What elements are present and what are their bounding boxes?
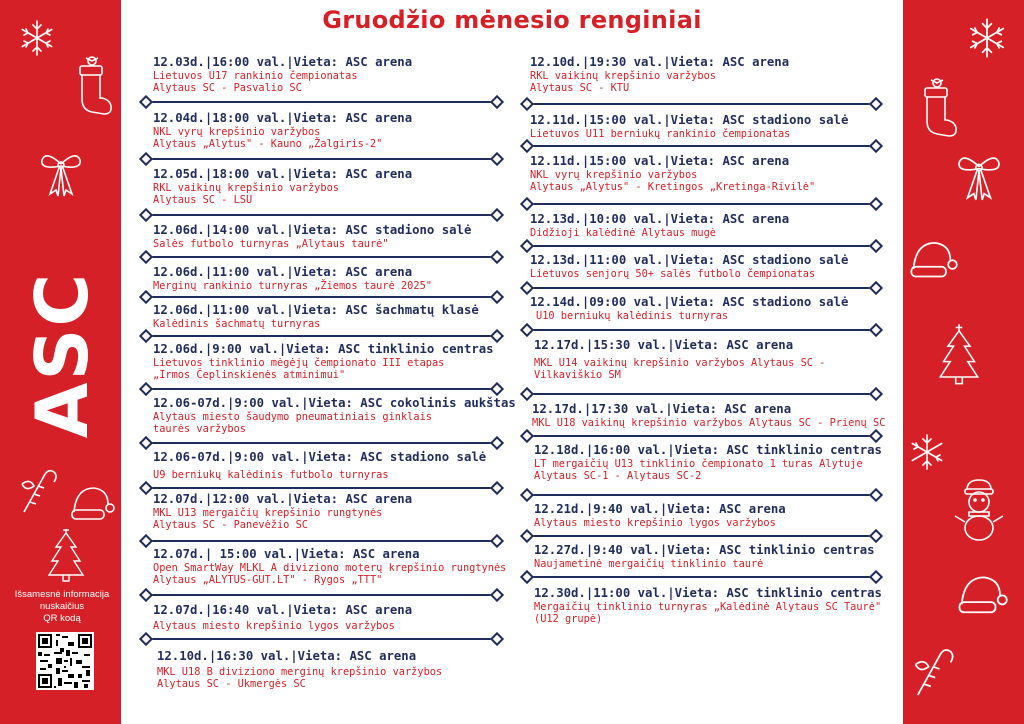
event-item xyxy=(153,110,412,150)
event-detail: Lietuvos senjorų 50+ salės futbolo čempionatas xyxy=(530,268,816,280)
event-item xyxy=(532,401,885,429)
event-detail: Alytaus miesto krepšinio lygos varžybos xyxy=(534,517,776,529)
event-detail: Salės futbolo turnyras „Alytaus taurė" xyxy=(153,238,389,250)
event-header: 12.06-07d.|9:00 val.|Vieta: ASC stadiono salė xyxy=(153,450,487,464)
event-detail: taurės varžybos xyxy=(153,423,246,435)
event-header: 12.11d.|15:00 val.|Vieta: ASC arena xyxy=(530,154,790,168)
event-detail: U9 berniukų kalėdinis futbolo turnyras xyxy=(153,469,389,481)
christmas-tree-icon xyxy=(937,320,981,390)
event-header: 12.10d.|16:30 val.|Vieta: ASC arena xyxy=(157,649,417,663)
event-detail: Open SmartWay MLKL A diviziono moterų krepšinio rungtynės xyxy=(153,562,507,574)
event-header: 12.14d.|09:00 val.|Vieta: ASC stadiono salė xyxy=(530,295,849,309)
event-detail: „Irmos Čeplinskienės atminimui" xyxy=(153,369,346,381)
event-item xyxy=(530,153,815,193)
event-detail: MKL U18 B diviziono merginų krepšinio varžybos xyxy=(157,666,443,678)
event-detail: Alytaus miesto šaudymo pneumatiniais ginklais xyxy=(153,411,432,423)
event-item xyxy=(530,54,789,94)
event-detail: Merginų rankinio turnyras „Žiemos taurė 2025" xyxy=(153,280,432,292)
event-item xyxy=(153,395,516,435)
event-item xyxy=(153,264,432,292)
divider xyxy=(526,535,877,537)
event-item xyxy=(153,302,479,330)
divider xyxy=(526,329,877,331)
divider xyxy=(145,540,498,542)
divider xyxy=(145,442,498,444)
event-detail: Alytaus SC - LSU xyxy=(153,194,253,206)
event-header: 12.13d.|11:00 val.|Vieta: ASC stadiono salė xyxy=(530,253,849,267)
event-header: 12.21d.|9:40 val.|Vieta: ASC arena xyxy=(534,502,786,516)
event-header: 12.17d.|17:30 val.|Vieta: ASC arena xyxy=(532,402,792,416)
event-detail: (U12 grupė) xyxy=(534,613,603,625)
snowflake-icon xyxy=(907,432,947,472)
event-detail: Lietuvos U17 rankinio čempionatas xyxy=(153,70,358,82)
event-header: 12.17d.|15:30 val.|Vieta: ASC arena xyxy=(534,338,794,352)
divider xyxy=(526,576,877,578)
brand-text: ASC xyxy=(20,271,104,439)
event-detail: Alytaus SC - Pasvalio SC xyxy=(153,82,302,94)
event-detail: Alytaus „Alytus" - Kauno „Žalgiris-2" xyxy=(153,138,383,150)
divider xyxy=(145,594,498,596)
event-header: 12.07d.|12:00 val.|Vieta: ASC arena xyxy=(153,492,413,506)
event-detail: Alytaus miesto krepšinio lygos varžybos xyxy=(153,620,395,632)
stocking-icon xyxy=(917,76,959,146)
divider xyxy=(526,245,877,247)
bow-icon xyxy=(38,150,84,198)
qr-note-line-1: Išsamesnė informacija xyxy=(14,589,110,600)
event-item xyxy=(534,337,825,381)
divider xyxy=(145,388,498,390)
snowflake-icon xyxy=(17,18,57,58)
event-header: 12.07d.| 15:00 val.|Vieta: ASC arena xyxy=(153,547,420,561)
qr-note-line-3: QR kodą xyxy=(43,613,81,624)
event-item xyxy=(530,252,848,280)
santa-hat-icon xyxy=(955,566,1009,618)
divider xyxy=(526,287,877,289)
event-item xyxy=(534,501,786,529)
event-detail: MKL U14 vaikinų krepšinio varžybos Alytaus SC - xyxy=(534,357,826,369)
event-header: 12.06d.|11:00 val.|Vieta: ASC arena xyxy=(153,265,413,279)
event-header: 12.06-07d.|9:00 val.|Vieta: ASC cokolinis aukštas xyxy=(153,396,516,410)
santa-hat-icon xyxy=(68,478,116,524)
event-detail: Vilkaviškio SM xyxy=(534,369,621,381)
event-detail: Alytaus SC - KTU xyxy=(530,82,630,94)
event-header: 12.06d.|11:00 val.|Vieta: ASC šachmatų klasė xyxy=(153,303,479,317)
qr-note-line-2: nuskaičius xyxy=(39,601,85,612)
event-detail: LT mergaičių U13 tinklinio čempionato 1 turas Alytuje xyxy=(534,458,863,470)
event-detail: MKL U13 mergaičių krepšinio rungtynės xyxy=(153,507,383,519)
divider xyxy=(145,158,498,160)
event-header: 12.27d.|9:40 val.|Vieta: ASC tinklinio centras xyxy=(534,543,875,557)
event-item xyxy=(530,294,848,322)
page-title: Gruodžio mėnesio renginiai xyxy=(322,6,702,34)
event-detail: Naujametinė mergaičių tinklinio taurė xyxy=(534,558,764,570)
event-detail: Alytaus SC - Panevėžio SC xyxy=(153,519,308,531)
event-header: 12.05d.|18:00 val.|Vieta: ASC arena xyxy=(153,167,413,181)
divider xyxy=(145,101,498,103)
event-item xyxy=(153,449,486,481)
event-header: 12.10d.|19:30 val.|Vieta: ASC arena xyxy=(530,55,790,69)
right-decor-panel xyxy=(903,0,1024,724)
qr-note xyxy=(6,589,118,625)
event-detail: NKL vyrų krepšinio varžybos xyxy=(153,126,321,138)
divider xyxy=(145,487,498,489)
santa-hat-icon xyxy=(907,232,959,282)
event-item xyxy=(530,112,848,140)
divider xyxy=(526,494,877,496)
divider xyxy=(526,203,877,205)
event-header: 12.18d.|16:00 val.|Vieta: ASC tinklinio centras xyxy=(534,443,882,457)
qr-code[interactable] xyxy=(36,632,94,690)
event-detail: NKL vyrų krepšinio varžybos xyxy=(530,169,698,181)
snowflake-icon xyxy=(965,16,1009,60)
event-item xyxy=(153,341,494,381)
event-item xyxy=(153,491,412,531)
divider xyxy=(526,393,877,395)
christmas-tree-icon xyxy=(46,525,86,585)
event-detail: Alytaus „ALYTUS-GUT.LT" - Rygos „TTT" xyxy=(153,574,383,586)
event-detail: RKL vaikinų krepšinio varžybos xyxy=(530,70,716,82)
event-detail: Mergaičių tinklinio turnyras „Kalėdinė Alytaus SC Taurė" xyxy=(534,601,882,613)
event-header: 12.03d.|16:00 val.|Vieta: ASC arena xyxy=(153,55,413,69)
divider xyxy=(145,638,498,640)
bow-icon xyxy=(955,152,1003,202)
event-detail: Alytaus SC-1 - Alytaus SC-2 xyxy=(534,470,702,482)
event-detail: Kalėdinis šachmatų turnyras xyxy=(153,318,321,330)
brand-vertical xyxy=(2,255,122,455)
event-detail: Alytaus „Alytus" - Kretingos „Kretinga-Rivilė" xyxy=(530,181,816,193)
event-header: 12.06d.|14:00 val.|Vieta: ASC stadiono salė xyxy=(153,223,472,237)
event-detail: Lietuvos tinklinio mėgėjų čempionato III etapas xyxy=(153,357,445,369)
event-header: 12.04d.|18:00 val.|Vieta: ASC arena xyxy=(153,111,413,125)
divider xyxy=(526,145,877,147)
event-item xyxy=(534,542,875,570)
event-header: 12.13d.|10:00 val.|Vieta: ASC arena xyxy=(530,212,790,226)
event-header: 12.06d.|9:00 val.|Vieta: ASC tinklinio centras xyxy=(153,342,494,356)
event-item xyxy=(153,602,412,632)
left-decor-panel xyxy=(0,0,121,724)
divider xyxy=(526,435,877,437)
event-item xyxy=(153,546,506,586)
event-item xyxy=(534,585,882,625)
event-item xyxy=(153,166,412,206)
event-header: 12.11d.|15:00 val.|Vieta: ASC stadiono salė xyxy=(530,113,849,127)
event-item xyxy=(534,442,882,482)
event-header: 12.30d.|11:00 val.|Vieta: ASC tinklinio centras xyxy=(534,586,882,600)
event-item xyxy=(157,648,442,690)
event-detail: RKL vaikinų krepšinio varžybos xyxy=(153,182,339,194)
divider xyxy=(526,103,877,105)
divider xyxy=(145,214,498,216)
event-detail: Alytaus SC - Ukmergės SC xyxy=(157,678,306,690)
divider xyxy=(145,335,498,337)
candy-cane-icon xyxy=(16,462,60,516)
event-detail: U10 berniukų kalėdinis turnyras xyxy=(536,310,729,322)
snowman-icon xyxy=(953,476,1005,542)
event-detail: Didžioji kalėdinė Alytaus mugė xyxy=(530,227,716,239)
event-header: 12.07d.|16:40 val.|Vieta: ASC arena xyxy=(153,603,413,617)
candy-cane-icon xyxy=(909,640,957,700)
stocking-icon xyxy=(72,54,114,124)
event-detail: MKL U18 vaikinų krepšinio varžybos Alytaus SC - Prienų SC xyxy=(532,417,886,429)
divider xyxy=(145,256,498,258)
event-detail: Lietuvos U11 berniukų rankinio čempionatas xyxy=(530,128,791,140)
divider xyxy=(145,296,498,298)
event-item xyxy=(153,222,471,250)
event-item xyxy=(530,211,789,239)
event-item xyxy=(153,54,412,94)
